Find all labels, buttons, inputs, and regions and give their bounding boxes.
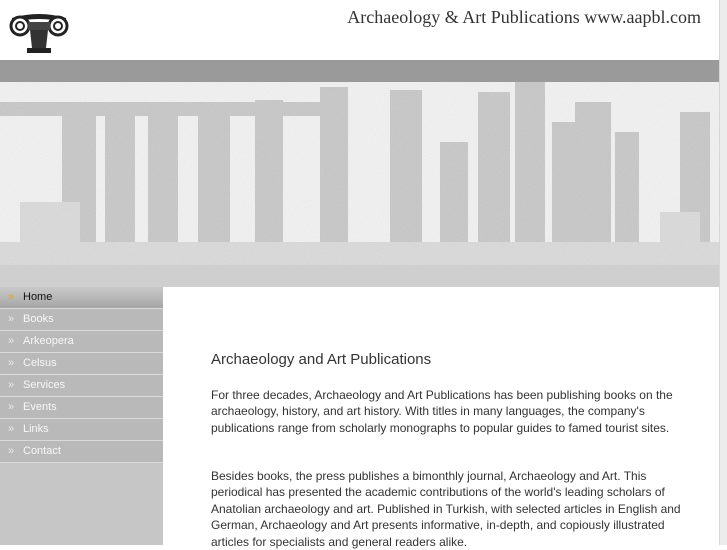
banner-divider-bar — [0, 265, 719, 287]
nav-item-arkeopera[interactable] — [0, 331, 163, 353]
double-chevron-right-icon: » — [8, 445, 12, 457]
site-title: Archaeology & Art Publications www.aapbl.com — [347, 7, 701, 27]
page-title: Archaeology and Art Publications — [211, 351, 432, 368]
nav-item-label: Celsus — [23, 357, 57, 369]
temple-columns-photo — [0, 82, 719, 265]
double-chevron-right-icon: » — [8, 401, 12, 413]
nav-item-label: Contact — [23, 445, 61, 457]
nav-item-events[interactable] — [0, 397, 163, 419]
scrollbar[interactable] — [719, 0, 727, 545]
nav-item-celsus[interactable] — [0, 353, 163, 375]
nav-item-links[interactable] — [0, 419, 163, 441]
double-chevron-right-icon: » — [8, 335, 12, 347]
site-header — [0, 0, 719, 60]
double-chevron-right-icon: » — [8, 291, 12, 303]
nav-item-contact[interactable] — [0, 441, 163, 463]
top-divider-bar — [0, 60, 719, 82]
sidebar-nav — [0, 287, 163, 545]
double-chevron-right-icon: » — [8, 313, 12, 325]
nav-item-label: Events — [23, 401, 57, 413]
nav-item-label: Books — [23, 313, 54, 325]
double-chevron-right-icon: » — [8, 357, 12, 369]
journal-paragraph: Besides books, the press publishes a bimonthly journal, Archaeology and Art. This periodical has presented the academic contributions of the world's leading scholars of Anatolian archaeology and art. Published in Turkish, with selected articles in English and German, Archaeology and Art presents informative, in-depth, and copiously illustrated articles for specialists and general readers alike. — [211, 469, 681, 549]
double-chevron-right-icon: » — [8, 379, 12, 391]
nav-item-home[interactable] — [0, 287, 163, 309]
main-content — [163, 287, 719, 549]
nav-item-label: Links — [23, 423, 49, 435]
nav-item-books[interactable] — [0, 309, 163, 331]
nav-item-label: Home — [23, 291, 53, 303]
double-chevron-right-icon: » — [8, 423, 12, 435]
nav-item-services[interactable] — [0, 375, 163, 397]
intro-paragraph: For three decades, Archaeology and Art Publications has been publishing books on the archaeology, history, and art history. With titles in many languages, the company's publications range from scholarly monographs to popular guides to famed tourist sites. — [211, 388, 673, 435]
nav-item-label: Arkeopera — [23, 335, 74, 347]
ionic-capital-icon[interactable] — [8, 6, 70, 56]
nav-item-label: Services — [23, 379, 66, 391]
